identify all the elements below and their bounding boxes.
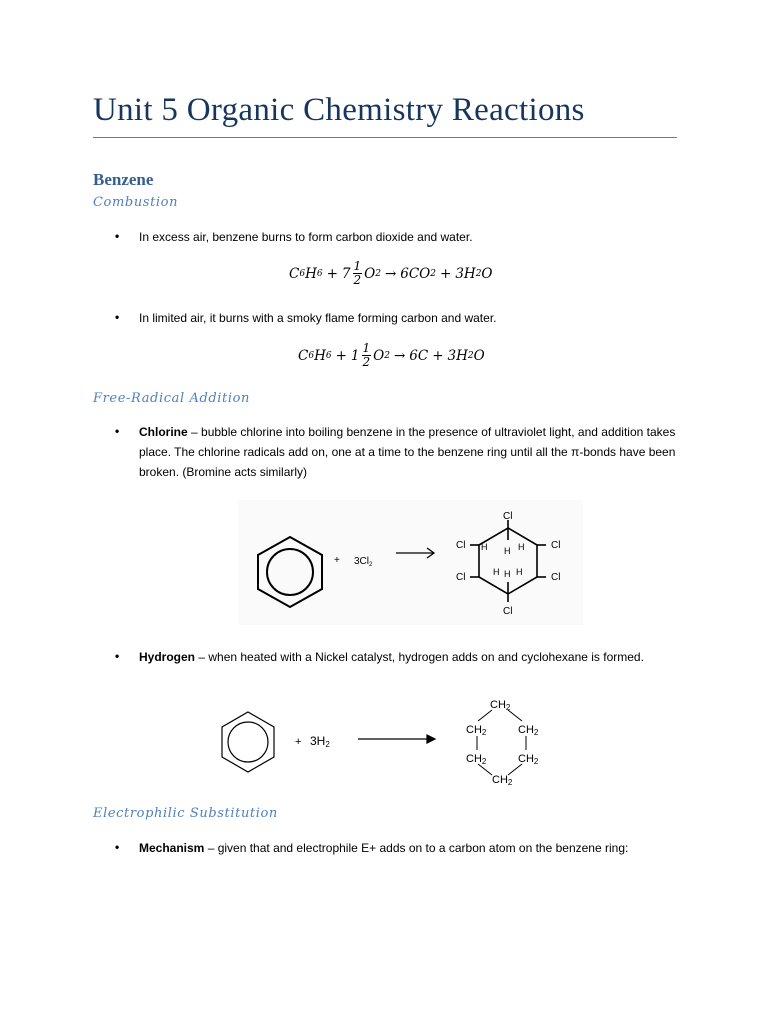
svg-text:Cl: Cl (456, 540, 466, 551)
equation-excess-air: C 6 H 6 + 7 $\frac{1}{2}$ O 2 → 6CO 2 + 3H 2 O (289, 259, 493, 287)
svg-text:Cl: Cl (551, 540, 561, 551)
bullet-marker: • (115, 229, 120, 243)
benzene-ring-icon (222, 712, 274, 772)
diagram-hydrogenation (215, 692, 560, 792)
mechanism-bullet: Mechanism – given that and electrophile E+ adds on to a carbon atom on the benzene ring: (139, 841, 629, 855)
svg-text:H: H (481, 542, 488, 552)
svg-text:CH2: CH2 (490, 699, 511, 712)
svg-text:Cl: Cl (503, 511, 513, 522)
svg-text:CH2: CH2 (518, 753, 539, 766)
plus-sign: + (334, 555, 340, 566)
svg-text:H: H (504, 546, 511, 556)
hydrogen-bullet: Hydrogen – when heated with a Nickel catalyst, hydrogen adds on and cyclohexane is formed. (139, 650, 644, 664)
svg-text:Cl: Cl (456, 572, 466, 583)
term-chlorine: Chlorine (139, 425, 188, 439)
reagent-hydrogen: 3H2 (310, 734, 330, 749)
equation-limited-air: C 6 H 6 + 1 $\frac{1}{2}$ O 2 → 6C + 3H 2 O (298, 341, 485, 369)
plus-sign: + (295, 736, 302, 748)
bullet-marker: • (115, 840, 120, 854)
svg-text:CH2: CH2 (518, 724, 539, 737)
subheading-electrophilic-substitution: Electrophilic Substitution (93, 806, 278, 821)
reaction-arrow (358, 735, 435, 743)
subheading-combustion: Combustion (93, 195, 179, 210)
page-title: Unit 5 Organic Chemistry Reactions (93, 92, 585, 128)
term-hydrogen: Hydrogen (139, 650, 196, 664)
title-underline (93, 137, 677, 138)
bullet-marker: • (115, 649, 120, 663)
reagent-chlorine: $3Cl_2$ (354, 556, 373, 568)
svg-text:CH2: CH2 (466, 753, 487, 766)
svg-text:H: H (493, 567, 500, 577)
bullet-marker: • (115, 424, 120, 438)
bullet-marker: • (115, 310, 120, 324)
combustion-bullet-2: In limited air, it burns with a smoky flame forming carbon and water. (139, 311, 497, 325)
fraction-half: $\frac{1}{2}$ (353, 259, 362, 287)
svg-text:Cl: Cl (551, 572, 561, 583)
chlorine-bullet: Chlorine – bubble chlorine into boiling benzene in the presence of ultraviolet light, and addition takes place. The chlorine radicals add on, one at a time to the benzene ring until all the π-bonds have been broken. (Bromine acts similarly) (139, 425, 676, 479)
section-heading-benzene: Benzene (93, 170, 154, 189)
combustion-bullet-1: In excess air, benzene burns to form carbon dioxide and water. (139, 230, 473, 244)
fraction-half: $\frac{1}{2}$ (362, 341, 371, 369)
svg-text:CH2: CH2 (466, 724, 487, 737)
svg-text:H: H (516, 567, 523, 577)
svg-text:H: H (518, 542, 525, 552)
term-mechanism: Mechanism (139, 841, 205, 855)
subheading-free-radical-addition: Free-Radical Addition (93, 391, 251, 406)
svg-text:CH2: CH2 (492, 774, 513, 787)
svg-text:Cl: Cl (503, 606, 513, 617)
diagram-chlorine-addition (238, 500, 583, 625)
svg-text:H: H (504, 569, 511, 579)
